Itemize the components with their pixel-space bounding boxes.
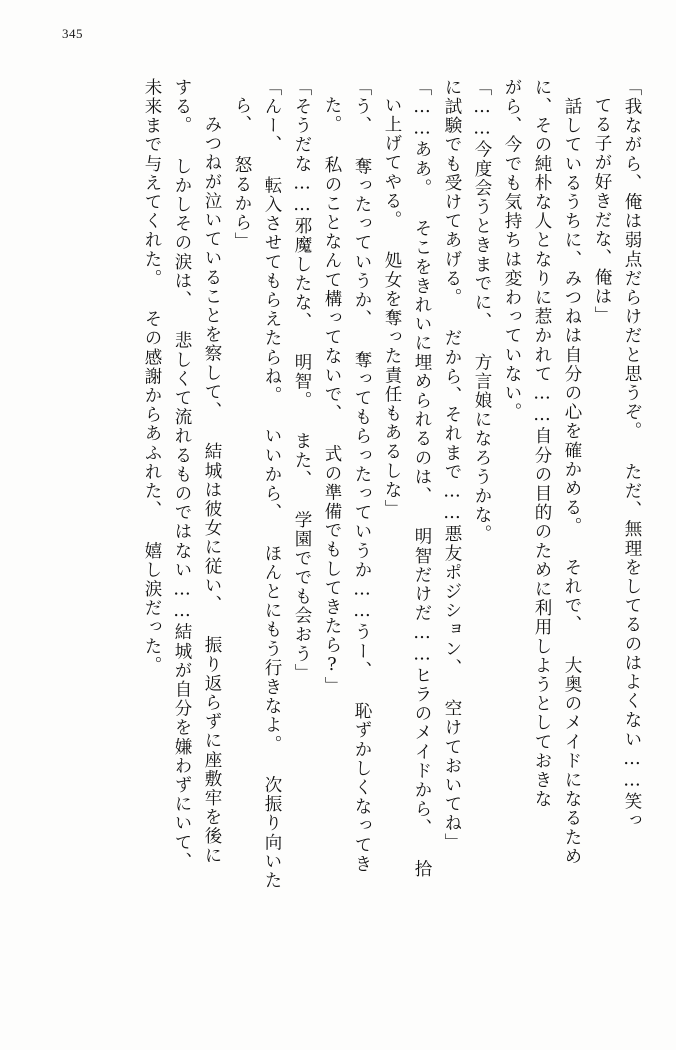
text-column: 「……今度会うときまでに、 方言娘になろうかな。 — [472, 78, 492, 544]
text-column: 未来まで与えてくれた。 その感謝からあふれた、 嬉し涙だった。 — [142, 78, 162, 676]
page-number: 345 — [62, 26, 83, 41]
text-column: 「そうだな……邪魔したな、 明智。 また、 学園ででも会おう」 — [292, 78, 312, 683]
text-column: がら、今でも気持ちは変わっていない。 — [502, 78, 522, 422]
text-column: ら、 怒るから」 — [232, 96, 252, 252]
text-column: に試験でも受けてあげる。 だから、それまで……悪友ポジション、 空けておいてね」 — [442, 78, 462, 852]
text-column: に、その純朴な人となりに惹かれて……自分の目的のために利用しようとしておきな — [532, 78, 552, 809]
text-column: 「んー、 転入させてもらえたらね。 いいから、 ほんとにもう行きなよ。 次振り向いた — [262, 78, 282, 891]
text-column: 「う、 奪ったっていうか、 奪ってもらったっていうか……うー、 恥ずかしくなってき — [352, 78, 372, 874]
text-column: てる子が好きだな、俺は」 — [592, 96, 612, 326]
text-column: 話しているうちに、みつねは自分の心を確かめる。 それで、 大奥のメイドになるため — [562, 78, 582, 867]
text-column: い上げてやる。 処女を奪った責任もあるしな」 — [382, 96, 402, 519]
text-column: た。 私のことなんて構ってないで、 式の準備でもしてきたら?」 — [322, 96, 342, 696]
text-column: する。 しかしその涙は、 悲しくて流れるものではない……結城が自分を嫌わずにいて、 — [172, 78, 192, 872]
text-column: 「我ながら、俺は弱点だらけだと思うぞ。 ただ、無理をしてるのはよくない……笑っ — [622, 78, 642, 831]
vertical-text-block — [36, 78, 640, 1008]
text-column: みつねが泣いていることを察して、 結城は彼女に従い、 振り返らずに座敷牢を後に — [202, 96, 222, 865]
text-column: 「……ああ。 そこをきれいに埋められるのは、 明智だけだ……ヒラのメイドから、 拾 — [412, 78, 432, 879]
